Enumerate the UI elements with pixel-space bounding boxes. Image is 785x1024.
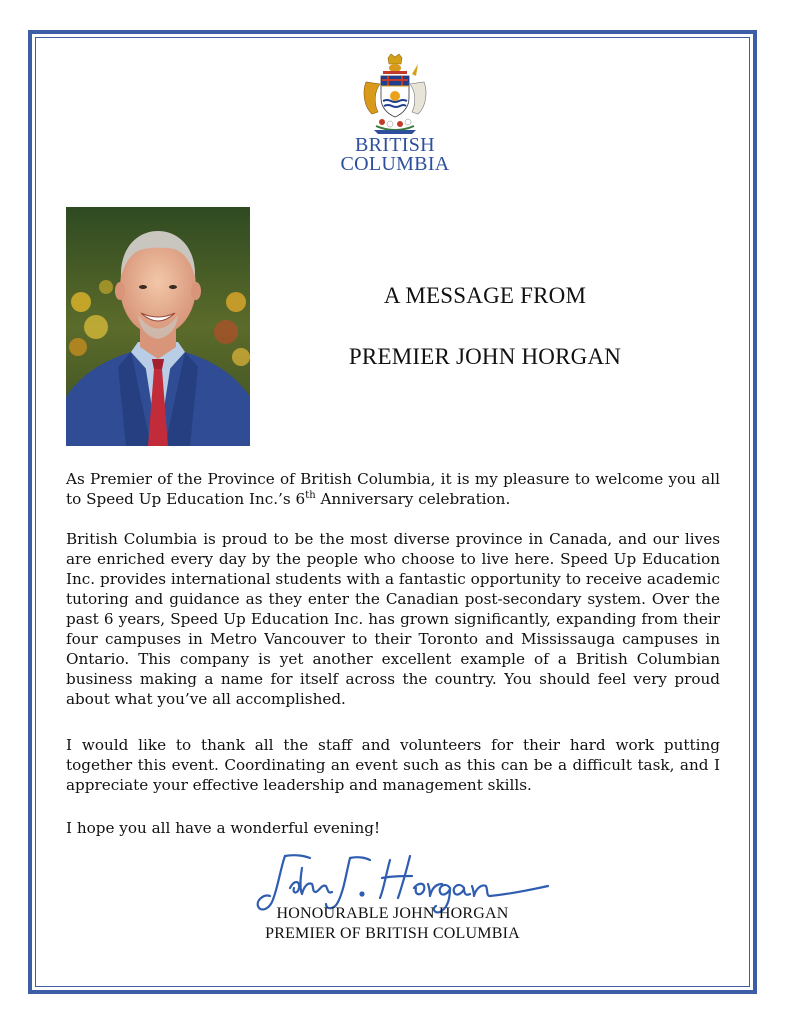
bc-coat-of-arms-icon — [352, 52, 438, 138]
inner-border — [35, 37, 750, 987]
paragraph-thanks: I would like to thank all the staff and volunteers for their hard work putting together this event. Coordinating an event such as this can be a difficult task, and I appreciate your effective leadership and management skills. — [66, 736, 720, 794]
paragraph-closing: I hope you all have a wonderful evening! — [66, 819, 381, 837]
paragraph-welcome-text-end: Anniversary celebration. — [315, 490, 511, 508]
signatory-name: HONOURABLE JOHN HORGAN — [276, 905, 509, 922]
signatory-title: PREMIER OF BRITISH COLUMBIA — [265, 925, 520, 942]
ordinal-suffix: th — [305, 489, 316, 501]
wordmark-line-british: BRITISH — [355, 134, 435, 156]
paragraph-welcome — [66, 469, 720, 509]
paragraph-welcome-text: As Premier of the Province of British Columbia, it is my pleasure to welcome you all to Speed Up Education Inc.’s 6 — [66, 470, 720, 508]
bc-wordmark-logo — [325, 136, 465, 174]
heading-message-from: A MESSAGE FROM — [383, 283, 587, 308]
premier-portrait-photo — [66, 207, 250, 446]
heading-premier-name: PREMIER JOHN HORGAN — [348, 344, 622, 369]
paragraph-diversity: British Columbia is proud to be the most diverse province in Canada, and our lives are enriched every day by the people who choose to live here. Speed Up Education Inc. provides international students with a fantastic opportunity to receive academic tutoring and guidance as they enter the Canadian post-secondary system. Over the past 6 years, Speed Up Education Inc. has grown significantly, expanding from their four campuses in Metro Vancouver to their Toronto and Mississauga campuses in Ontario. This company is yet another excellent example of a British Columbian business making a name for itself across the country. You should feel very proud about what you’ve all accomplished. — [66, 530, 720, 708]
wordmark-line-columbia: COLUMBIA — [340, 153, 450, 175]
